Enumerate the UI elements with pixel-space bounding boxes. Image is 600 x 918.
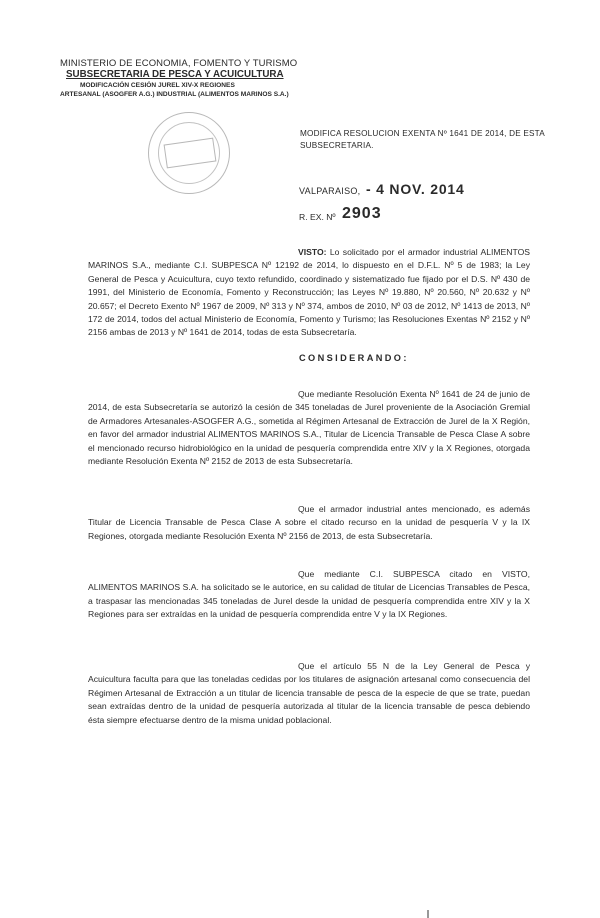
visto-paragraph — [88, 246, 530, 340]
place-label: VALPARAISO, — [299, 186, 361, 196]
official-seal-stamp — [148, 112, 230, 194]
rex-label: R. EX. Nº — [299, 212, 336, 222]
reference-line-1: MODIFICACIÓN CESIÓN JUREL XIV-X REGIONES — [80, 82, 235, 89]
ministry-name: MINISTERIO DE ECONOMIA, FOMENTO Y TURISMO — [60, 58, 298, 69]
considerando-paragraph-4: Que el artículo 55 N de la Ley General de Pesca y Acuicultura faculta para que las toneladas cedidas por los titulares de asignación artesanal como consecuencia del Régimen Artesanal de Extracción a un titular de licencia transable de pesca de la especie de que se trate, puedan sean extraídas dentro de la unidad de pesquería autorizada al titular de la licencia transable de pesca debiendo ésta siempre efectuarse dentro de la misma unidad poblacional. — [88, 661, 530, 725]
page-edge-mark — [427, 910, 429, 918]
resolution-number: 2903 — [342, 205, 382, 222]
resolution-subject: MODIFICA RESOLUCION EXENTA Nº 1641 DE 2014, DE ESTA SUBSECRETARIA. — [300, 129, 545, 150]
considerando-heading: CONSIDERANDO: — [299, 353, 409, 363]
resolution-date: - 4 NOV. 2014 — [366, 181, 465, 197]
letterhead — [60, 58, 320, 99]
considerando-paragraph-2: Que el armador industrial antes mencionado, es además Titular de Licencia Transable de Pesca Clase A sobre el citado recurso en la unidad de pesquería V y la IX Regiones, otorgada mediante Resolución Exenta Nº 2156 de 2013, de esta Subsecretaría. — [88, 504, 530, 541]
subsecretaria-name: SUBSECRETARIA DE PESCA Y ACUICULTURA — [66, 69, 284, 80]
visto-text: Lo solicitado por el armador industrial ALIMENTOS MARINOS S.A., mediante C.I. SUBPESCA Nº 12192 de 2014, lo dispuesto en el D.F.L. Nº 5 de 1983; la Ley General de Pesca y Acuicultura, cuyo texto refundido, coordinado y sistematizado fue fijado por el D.S. Nº 430 de 1991, del Ministerio de Economía, Fomento y Reconstrucción; las Leyes Nº 19.880, Nº 20.560, Nº 20.632 y Nº 20.657; el Decreto Exento Nº 1967 de 2009, Nº 313 y Nº 374, ambos de 2010, Nº 03 de 2012, Nº 1413 de 2013, Nº 172 de 2014, todos del actual Ministerio de Economía, Fomento y Turismo; las Resoluciones Exentas Nº 2152 y Nº 2156 ambas de 2013 y Nº 1641 de 2014, todas de esta Subsecretaría. — [88, 247, 530, 338]
considerando-paragraph-3: Que mediante C.I. SUBPESCA citado en VISTO, ALIMENTOS MARINOS S.A. ha solicitado se le autorice, en su calidad de titular de Licencias Transables de Pesca, a traspasar las mencionadas 345 toneladas de Jurel desde la unidad de pesquería comprendida entre XIV y la X Regiones para ser extraídas en la unidad de pesquería comprendida entre V y la IX Regiones. — [88, 569, 530, 620]
considerando-paragraph-1: Que mediante Resolución Exenta Nº 1641 de 24 de junio de 2014, de esta Subsecretaría se autorizó la cesión de 345 toneladas de Jurel proveniente de la Asociación Gremial de Armadores Artesanales-ASOGFER A.G., sometida al Régimen Artesanal de Extracción de Jurel de la X Región, en favor del armador industrial ALIMENTOS MARINOS S.A., Titular de Licencia Transable de Pesca Clase A sobre el mencionado recurso hidrobiológico en la unidad de pesquería comprendida entre XIV y la X Regiones, otorgada mediante Resolución Exenta Nº 2152 de 2013 de esta Subsecretaría. — [88, 389, 530, 467]
visto-label: VISTO: — [298, 247, 327, 257]
reference-line-2: ARTESANAL (ASOGFER A.G.) INDUSTRIAL (ALIMENTOS MARINOS S.A.) — [60, 91, 289, 98]
